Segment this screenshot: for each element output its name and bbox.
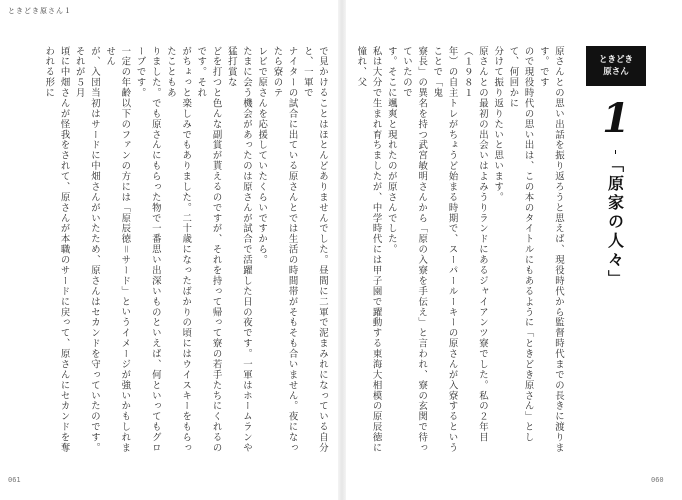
chapter-divider (615, 150, 616, 154)
left-paragraph: たまに会う機会があったのは原さんが試合で活躍した日の夜です。一軍はホームランや猛打賞な (225, 46, 252, 454)
left-paragraph: ナイターの試合に出ている原さんとでは生活の時間帯がそもそも合いません。夜になったら寮のテ (271, 46, 298, 454)
left-paragraph: で見かけることはほとんどありませんでした。昼間に二軍で泥まみれになっている自分と、一軍で (301, 46, 328, 454)
right-paragraph: 私は大分で生まれ育ちましたが、中学時代には甲子園で躍動する東海大相模の原辰徳に憧れ、父 (355, 46, 382, 454)
chapter-number: 1 (602, 94, 630, 142)
right-paragraph: 原さんとの最初の出会いはよみうりランドにあるジャイアンツ寮でした。私の２年目（１９８１ (461, 46, 488, 443)
left-paragraph: 一定の年齢以下のファンの方には「原辰徳＝サード」というイメージが強いかもしれません (104, 46, 131, 454)
left-paragraph: が、入団当初はサードに中畑さんがいたため、原さんはセカンドを守っていたのです。それが５月 (73, 46, 100, 454)
page-number-right: 060 (651, 476, 664, 484)
left-paragraph: りました。でも原さんにもらった物で一番思い出深いものといえば、何といってもグローブです。 (134, 46, 161, 454)
chapter-label-line: 原さん (603, 67, 629, 77)
chapter-label-line: ときどき (598, 55, 633, 65)
right-paragraph: 寮長」の異名を持つ武宮敏明さんから「原の入寮を手伝え」と言われ、寮の玄関で待っていたので (400, 46, 428, 454)
chapter-label-box (586, 46, 646, 86)
right-paragraph: 年）の自主トレがちょうど始まる時期で、スーパールーキーの原さんが入寮するということで「鬼 (431, 46, 458, 454)
chapter-title: 「原家の人々」 (605, 156, 625, 289)
left-page-text (40, 46, 330, 458)
left-paragraph: がちょっと楽しみでもありました。二十歳になったばかりの頃にはウイスキーをもらったこともあ (164, 46, 192, 454)
page-number-left: 061 (8, 476, 21, 484)
left-paragraph: 頃に中畑さんが怪我をされて、原さんが本職のサードに戻って、原さんにセカンドを奪われる形に (43, 46, 70, 454)
right-page-text (354, 46, 566, 458)
left-paragraph: レビで原さんを応援していたくらいですから。 (256, 46, 268, 266)
right-paragraph: す。そこに颯爽と現れたのが原さんでした。 (385, 46, 397, 255)
right-paragraph: 分けて振り返りたいと思います。 (492, 46, 504, 203)
running-head: ときどき原さん１ (8, 7, 72, 15)
left-paragraph (40, 46, 41, 458)
left-paragraph: どを打つと色んな副賞が貰えるのですが、それを持って帰って寮の若手たちにくれるのです。それ (195, 46, 222, 454)
right-paragraph: ので現役時代の思い出は、この本のタイトルにもあるように「ときどき原さん」として、何回かに (507, 46, 534, 443)
book-gutter (338, 0, 346, 500)
right-paragraph: 原さんとの思い出話を振り返ろうと思えば、現役時代から監督時代までの長きに渡ります。です (537, 46, 564, 454)
